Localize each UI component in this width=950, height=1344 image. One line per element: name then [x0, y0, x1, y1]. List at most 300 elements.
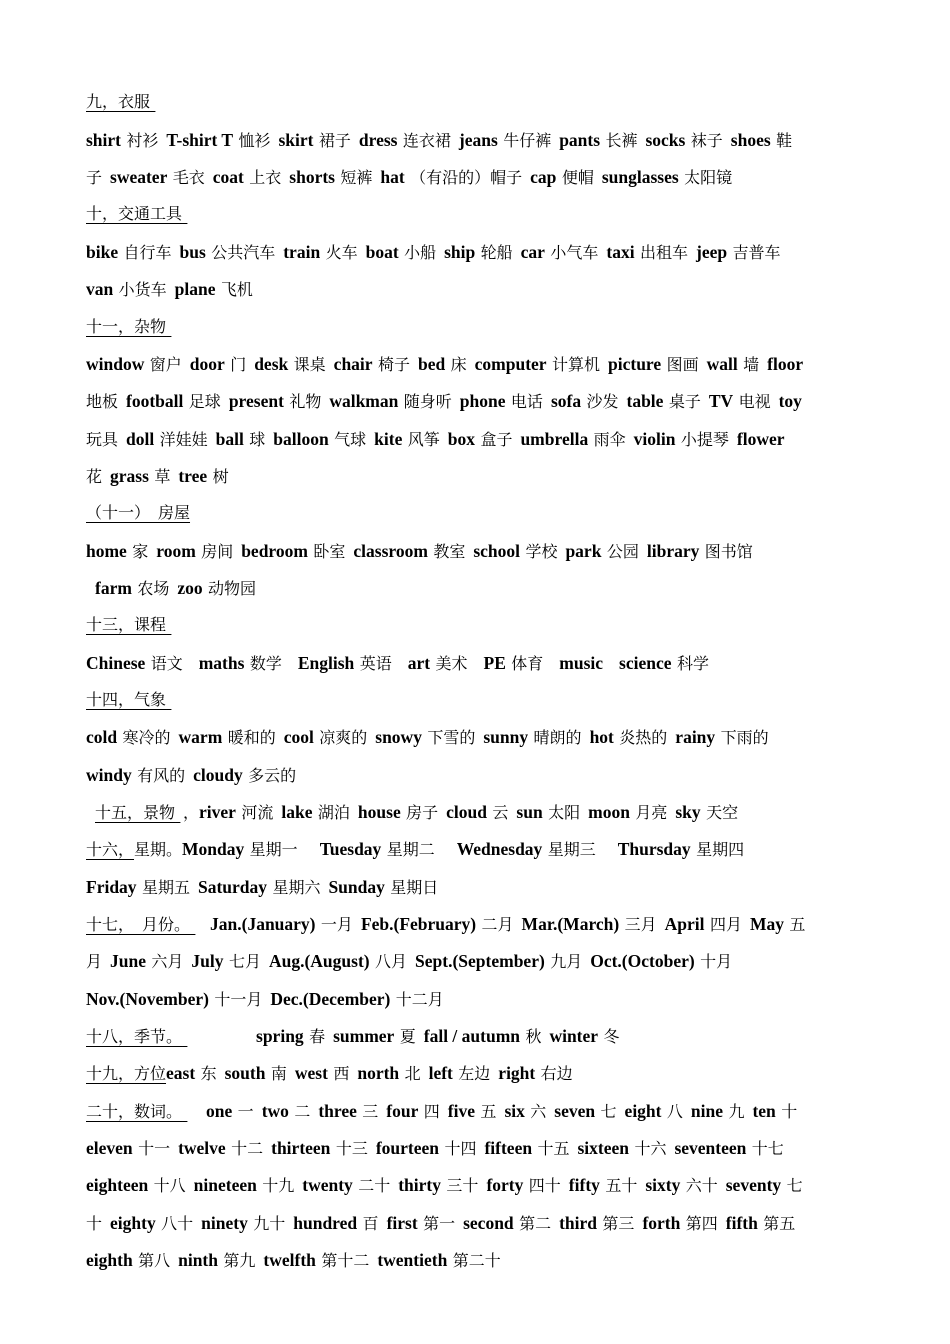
vocab-meaning: 八月: [375, 952, 408, 971]
section-heading: 十九，方位east 东 south 南 west 西 north 北 left 左边 right 右边: [86, 1063, 573, 1083]
vocab-meaning: 三月: [624, 915, 657, 934]
vocab-word: taxi: [606, 242, 635, 262]
vocab-meaning: 吉普车: [732, 243, 781, 262]
vocab-word: box: [447, 429, 476, 449]
vocab-word: bed: [417, 354, 446, 374]
vocab-meaning: 湖泊: [317, 803, 350, 822]
vocab-meaning: 第二: [519, 1214, 552, 1233]
vocab-word: warm: [178, 727, 223, 747]
vocab-meaning: 十七: [751, 1139, 784, 1158]
vocab-meaning: 六月: [151, 952, 184, 971]
vocab-word: jeans: [458, 130, 498, 150]
vocab-word: hot: [589, 727, 614, 747]
vocab-word: twelve: [178, 1138, 226, 1158]
vocab-word: computer: [474, 354, 547, 374]
vocab-meaning: 连衣裙: [402, 131, 451, 150]
vocab-word: bike: [86, 242, 119, 262]
vocab-meaning: 四月: [709, 915, 742, 934]
vocab-word: sixty: [645, 1175, 681, 1195]
vocab-word: one: [206, 1101, 233, 1121]
vocab-word: Nov.(November): [86, 989, 209, 1009]
vocab-word: thirty: [398, 1175, 442, 1195]
vocab-word: wall: [706, 354, 738, 374]
vocab-meaning: 墙: [743, 355, 760, 374]
vocab-meaning: 床: [450, 355, 467, 374]
vocab-word: ball: [215, 429, 244, 449]
vocab-word: three: [318, 1101, 357, 1121]
vocab-meaning: 出租车: [639, 243, 688, 262]
vocab-meaning: 十五: [537, 1139, 570, 1158]
vocab-meaning: 多云的: [248, 766, 297, 785]
vocab-meaning: 房子: [406, 803, 439, 822]
vocab-line: [86, 724, 894, 750]
vocab-meaning: 科学: [676, 654, 709, 673]
vocab-meaning: 星期四: [696, 840, 745, 859]
vocab-word: cap: [530, 167, 557, 187]
vocab-word: violin: [633, 429, 676, 449]
vocab-word: room: [156, 541, 196, 561]
vocab-word: four: [386, 1101, 419, 1121]
vocab-meaning: 树: [212, 467, 229, 486]
vocab-meaning: 上衣: [249, 168, 282, 187]
vocab-word: balloon: [273, 429, 329, 449]
vocab-meaning: 寒冷的: [122, 728, 171, 747]
vocab-meaning: 太阳: [548, 803, 581, 822]
vocab-word: nine: [690, 1101, 724, 1121]
vocab-word: Dec.(December): [270, 989, 391, 1009]
vocab-word: library: [646, 541, 700, 561]
vocab-meaning: 家: [132, 542, 149, 561]
vocab-line: [86, 762, 894, 788]
vocab-word: seven: [554, 1101, 596, 1121]
vocab-word: PE: [483, 653, 506, 673]
vocab-word: train: [283, 242, 321, 262]
vocab-word: sweater: [110, 167, 168, 187]
vocab-word: lake: [281, 802, 313, 822]
vocab-word: table: [626, 391, 664, 411]
vocab-meaning: 动物园: [208, 579, 257, 598]
vocab-meaning: 小气车: [550, 243, 599, 262]
vocab-word: Mar.(March): [521, 914, 620, 934]
vocab-meaning: 计算机: [551, 355, 600, 374]
vocab-word: art: [407, 653, 431, 673]
vocab-word: five: [447, 1101, 476, 1121]
vocab-meaning: 二十: [358, 1176, 391, 1195]
vocab-meaning: 盒子: [480, 430, 513, 449]
vocab-word: farm: [95, 578, 132, 598]
vocab-word: football: [126, 391, 184, 411]
vocab-word: Thursday: [617, 839, 691, 859]
vocab-meaning: 十一月: [214, 990, 263, 1009]
vocab-word: kite: [374, 429, 403, 449]
vocab-meaning: 语文: [150, 654, 183, 673]
vocab-word: seventeen: [674, 1138, 747, 1158]
vocab-meaning: 下雨的: [720, 728, 769, 747]
vocab-meaning: 东: [200, 1064, 217, 1083]
vocab-meaning: 第一: [423, 1214, 456, 1233]
vocab-word: umbrella: [520, 429, 589, 449]
vocab-word: rainy: [675, 727, 716, 747]
vocab-meaning: 七: [600, 1102, 617, 1121]
vocab-word: ten: [752, 1101, 776, 1121]
section-heading: 二十，数词。 one 一 two 二 three 三 four 四 five 五 six 六 seven 七 eight 八 nine 九 ten 十: [86, 1101, 798, 1121]
vocab-word: coat: [212, 167, 244, 187]
vocab-line: [86, 874, 894, 900]
vocab-meaning: 风筝: [407, 430, 440, 449]
vocab-meaning: 十: [86, 1214, 103, 1233]
vocab-meaning: 第九: [223, 1251, 256, 1270]
vocab-word: windy: [86, 765, 132, 785]
vocab-meaning: 第五: [763, 1214, 796, 1233]
vocab-meaning: 电视: [738, 392, 771, 411]
vocab-word: school: [473, 541, 521, 561]
vocab-word: river: [199, 802, 236, 822]
vocab-word: music: [559, 653, 604, 673]
vocab-meaning: 小提琴: [680, 430, 729, 449]
vocab-meaning: 一: [237, 1102, 254, 1121]
vocab-line: [86, 351, 894, 377]
vocab-word: socks: [645, 130, 686, 150]
vocab-word: phone: [459, 391, 506, 411]
vocab-meaning: 右边: [540, 1064, 573, 1083]
vocab-meaning: 小货车: [118, 280, 167, 299]
section-heading: 十六，星期。Monday 星期一 Tuesday 星期二 Wednesday 星期三 Thursday 星期四: [86, 839, 745, 859]
vocab-word: Wednesday: [456, 839, 543, 859]
vocab-word: Sunday: [328, 877, 385, 897]
vocab-word: Sept.(September): [415, 951, 545, 971]
section-heading: 十八，季节。 spring 春 summer 夏 fall / autumn 秋 winter 冬: [86, 1026, 620, 1046]
vocab-meaning: 十六: [634, 1139, 667, 1158]
vocab-word: west: [294, 1063, 328, 1083]
vocab-word: hundred: [293, 1213, 358, 1233]
vocab-meaning: 星期二: [386, 840, 435, 859]
vocab-word: shirt: [86, 130, 121, 150]
vocab-meaning: 裙子: [318, 131, 351, 150]
vocab-meaning: 随身听: [403, 392, 452, 411]
vocab-word: present: [228, 391, 284, 411]
vocab-meaning: 自行车: [123, 243, 172, 262]
vocab-word: Chinese: [86, 653, 146, 673]
vocab-meaning: 气球: [334, 430, 367, 449]
vocab-meaning: 小船: [404, 243, 437, 262]
vocab-meaning: 牛仔裤: [503, 131, 552, 150]
vocab-meaning: 第四: [685, 1214, 718, 1233]
vocab-meaning: 轮船: [480, 243, 513, 262]
vocab-meaning: 七: [786, 1176, 803, 1195]
vocab-word: car: [520, 242, 545, 262]
vocab-meaning: 四十: [528, 1176, 561, 1195]
vocab-meaning: 便帽: [561, 168, 594, 187]
vocab-word: bedroom: [241, 541, 308, 561]
vocab-meaning: 五十: [605, 1176, 638, 1195]
vocab-meaning: 鞋: [776, 131, 793, 150]
vocab-word: nineteen: [193, 1175, 257, 1195]
vocab-word: boat: [365, 242, 399, 262]
vocab-meaning: 公共汽车: [211, 243, 276, 262]
vocab-meaning: 雨伞: [593, 430, 626, 449]
vocab-line: [86, 538, 894, 564]
vocab-meaning: 八: [666, 1102, 683, 1121]
vocab-word: fifth: [725, 1213, 758, 1233]
vocab-word: cloud: [446, 802, 487, 822]
vocab-meaning: 英语: [359, 654, 392, 673]
vocab-word: science: [619, 653, 672, 673]
vocab-word: cloudy: [193, 765, 243, 785]
vocab-meaning: 天空: [706, 803, 739, 822]
vocab-meaning: 左边: [458, 1064, 491, 1083]
vocab-line: [86, 1135, 894, 1161]
vocab-word: pants: [559, 130, 601, 150]
vocab-meaning: 课桌: [293, 355, 326, 374]
vocab-word: park: [565, 541, 602, 561]
vocab-word: window: [86, 354, 145, 374]
vocab-meaning: 十二: [231, 1139, 264, 1158]
vocab-meaning: 十: [781, 1102, 798, 1121]
vocab-meaning: 五: [480, 1102, 497, 1121]
vocab-meaning: 三十: [446, 1176, 479, 1195]
vocab-meaning: 九: [728, 1102, 745, 1121]
vocab-word: skirt: [278, 130, 314, 150]
vocab-line: [86, 1247, 894, 1273]
vocab-word: summer: [333, 1026, 395, 1046]
vocab-word: sky: [675, 802, 701, 822]
vocab-meaning: 秋: [525, 1027, 542, 1046]
vocab-word: cold: [86, 727, 118, 747]
vocab-line: [86, 239, 894, 265]
vocab-word: eighty: [110, 1213, 156, 1233]
vocab-word: ninety: [201, 1213, 248, 1233]
vocab-word: forth: [642, 1213, 681, 1233]
vocab-meaning: 十二月: [395, 990, 444, 1009]
vocab-meaning: 冬: [603, 1027, 620, 1046]
vocab-word: fifteen: [484, 1138, 533, 1158]
vocab-meaning: 太阳镜: [684, 168, 733, 187]
vocab-word: picture: [608, 354, 662, 374]
vocab-word: May: [749, 914, 784, 934]
vocab-word: dress: [358, 130, 398, 150]
vocab-word: maths: [198, 653, 245, 673]
vocab-meaning: 衬衫: [126, 131, 159, 150]
vocab-meaning: 窗户: [149, 355, 182, 374]
vocab-meaning: 下雪的: [427, 728, 476, 747]
vocab-word: door: [189, 354, 225, 374]
vocab-meaning: 美术: [435, 654, 468, 673]
section-heading: 十，交通工具: [86, 204, 183, 223]
vocab-meaning: 椅子: [377, 355, 410, 374]
vocab-word: toy: [778, 391, 802, 411]
vocab-word: English: [297, 653, 355, 673]
vocab-meaning: 十月: [700, 952, 733, 971]
vocab-meaning: 礼物: [289, 392, 322, 411]
vocab-meaning: 月亮: [635, 803, 668, 822]
section-heading: 十一，杂物: [86, 317, 167, 336]
vocab-meaning: 凉爽的: [319, 728, 368, 747]
section-heading: 九，衣服: [86, 92, 151, 111]
vocab-meaning: 长裤: [605, 131, 638, 150]
vocab-meaning: 袜子: [690, 131, 723, 150]
section-heading: 十四，气象: [86, 690, 167, 709]
vocab-word: sixteen: [577, 1138, 630, 1158]
vocab-word: Tuesday: [319, 839, 382, 859]
vocab-word: sunny: [483, 727, 529, 747]
vocab-word: first: [386, 1213, 418, 1233]
vocab-meaning: 足球: [188, 392, 221, 411]
vocab-word: bus: [179, 242, 206, 262]
vocab-meaning: 草: [154, 467, 171, 486]
vocab-line: [86, 1210, 894, 1236]
vocab-meaning: 南: [270, 1064, 287, 1083]
vocab-meaning: 十三: [335, 1139, 368, 1158]
vocab-word: chair: [333, 354, 373, 374]
vocab-word: six: [504, 1101, 525, 1121]
vocab-word: right: [498, 1063, 536, 1083]
vocab-meaning: 春: [309, 1027, 326, 1046]
vocab-meaning: 西: [333, 1064, 350, 1083]
vocab-meaning: 星期五: [141, 878, 190, 897]
vocab-meaning: 云: [492, 803, 509, 822]
vocab-word: cool: [283, 727, 314, 747]
vocab-meaning: 河流: [241, 803, 274, 822]
vocab-word: two: [261, 1101, 289, 1121]
vocab-word: walkman: [329, 391, 399, 411]
vocab-word: south: [224, 1063, 266, 1083]
vocab-meaning: 房间: [201, 542, 234, 561]
vocab-word: Saturday: [197, 877, 268, 897]
vocab-meaning: 子: [86, 168, 103, 187]
vocab-meaning: 晴朗的: [533, 728, 582, 747]
vocab-word: Friday: [86, 877, 137, 897]
vocab-meaning: 六: [530, 1102, 547, 1121]
vocab-meaning: （有沿的）帽子: [410, 168, 523, 187]
section-heading: （十一） 房屋: [86, 503, 191, 522]
vocab-meaning: 毛衣: [172, 168, 205, 187]
vocab-line: [86, 164, 894, 190]
vocab-meaning: 八十: [161, 1214, 194, 1233]
vocab-word: plane: [174, 279, 216, 299]
vocab-line: [86, 463, 894, 489]
vocab-word: twentieth: [377, 1250, 448, 1270]
vocab-line: [86, 388, 894, 414]
vocab-meaning: 飞机: [220, 280, 253, 299]
vocab-word: Feb.(February): [360, 914, 477, 934]
vocab-word: classroom: [353, 541, 428, 561]
vocab-line: [86, 986, 894, 1012]
vocab-meaning: 星期三: [547, 840, 596, 859]
vocab-word: home: [86, 541, 127, 561]
vocab-word: third: [559, 1213, 598, 1233]
vocab-meaning: 三: [362, 1102, 379, 1121]
vocab-word: left: [428, 1063, 453, 1083]
vocab-word: moon: [588, 802, 630, 822]
vocab-word: Aug.(August): [268, 951, 370, 971]
vocab-word: snowy: [375, 727, 422, 747]
vocab-word: doll: [126, 429, 155, 449]
vocab-meaning: 花: [86, 467, 103, 486]
vocab-meaning: 星期一: [249, 840, 298, 859]
vocab-meaning: 教室: [433, 542, 466, 561]
vocab-word: thirteen: [271, 1138, 331, 1158]
vocab-meaning: 二: [294, 1102, 311, 1121]
vocab-word: fourteen: [375, 1138, 440, 1158]
vocab-meaning: 四: [423, 1102, 440, 1121]
vocab-meaning: 炎热的: [619, 728, 668, 747]
vocab-word: fifty: [568, 1175, 600, 1195]
vocab-meaning: 火车: [325, 243, 358, 262]
vocab-meaning: 玩具: [86, 430, 119, 449]
vocab-word: van: [86, 279, 114, 299]
vocab-word: tree: [178, 466, 208, 486]
vocab-meaning: 地板: [86, 392, 119, 411]
vocab-word: hat: [380, 167, 405, 187]
vocab-word: eighth: [86, 1250, 133, 1270]
vocab-word: June: [110, 951, 146, 971]
vocab-word: twenty: [302, 1175, 353, 1195]
vocab-meaning: 星期六: [272, 878, 321, 897]
vocab-line: [86, 1172, 894, 1198]
vocab-word: north: [357, 1063, 400, 1083]
vocab-word: July: [191, 951, 224, 971]
vocab-line: [86, 650, 894, 676]
vocab-word: forty: [486, 1175, 524, 1195]
vocab-word: eighteen: [86, 1175, 149, 1195]
vocab-word: Monday: [182, 839, 245, 859]
vocab-meaning: 图书馆: [704, 542, 753, 561]
vocab-meaning: 夏: [399, 1027, 416, 1046]
vocab-word: zoo: [177, 578, 203, 598]
vocab-meaning: 七月: [228, 952, 261, 971]
vocab-meaning: 体育: [511, 654, 544, 673]
vocab-word: east: [166, 1063, 196, 1083]
section-heading: 十五，景物 ，river 河流 lake 湖泊 house 房子 cloud 云 sun 太阳 moon 月亮 sky 天空: [95, 802, 739, 822]
vocab-line: [86, 276, 894, 302]
vocab-meaning: 九月: [550, 952, 583, 971]
vocab-word: flower: [736, 429, 785, 449]
vocab-word: desk: [254, 354, 289, 374]
vocab-meaning: 九十: [253, 1214, 286, 1233]
vocab-meaning: 第八: [138, 1251, 171, 1270]
vocab-meaning: 短裤: [340, 168, 373, 187]
section-heading: 十三，课程: [86, 615, 167, 634]
vocab-word: eight: [624, 1101, 662, 1121]
vocab-word: shoes: [730, 130, 771, 150]
vocab-word: grass: [110, 466, 149, 486]
vocab-word: sofa: [550, 391, 582, 411]
vocab-meaning: 十一: [138, 1139, 171, 1158]
vocab-meaning: 百: [362, 1214, 379, 1233]
vocab-meaning: 一月: [320, 915, 353, 934]
section-heading: 十七， 月份。 Jan.(January) 一月 Feb.(February) 二月 Mar.(March) 三月 April 四月 May 五: [86, 914, 806, 934]
vocab-word: ninth: [178, 1250, 218, 1270]
vocab-meaning: 第三: [602, 1214, 635, 1233]
vocab-word: sunglasses: [601, 167, 679, 187]
vocab-meaning: 第十二: [321, 1251, 370, 1270]
vocab-meaning: 十九: [262, 1176, 295, 1195]
vocab-meaning: 十八: [153, 1176, 186, 1195]
vocab-word: eleven: [86, 1138, 133, 1158]
vocab-meaning: 电话: [510, 392, 543, 411]
vocab-word: April: [664, 914, 705, 934]
vocab-meaning: 有风的: [137, 766, 186, 785]
vocab-word: twelfth: [263, 1250, 316, 1270]
vocab-word: seventy: [725, 1175, 782, 1195]
vocab-meaning: 图画: [666, 355, 699, 374]
vocab-meaning: 学校: [525, 542, 558, 561]
vocab-meaning: 二月: [481, 915, 514, 934]
vocab-word: Oct.(October): [590, 951, 695, 971]
vocab-meaning: 第二十: [452, 1251, 501, 1270]
vocab-word: jeep: [696, 242, 728, 262]
vocab-word: sun: [516, 802, 543, 822]
